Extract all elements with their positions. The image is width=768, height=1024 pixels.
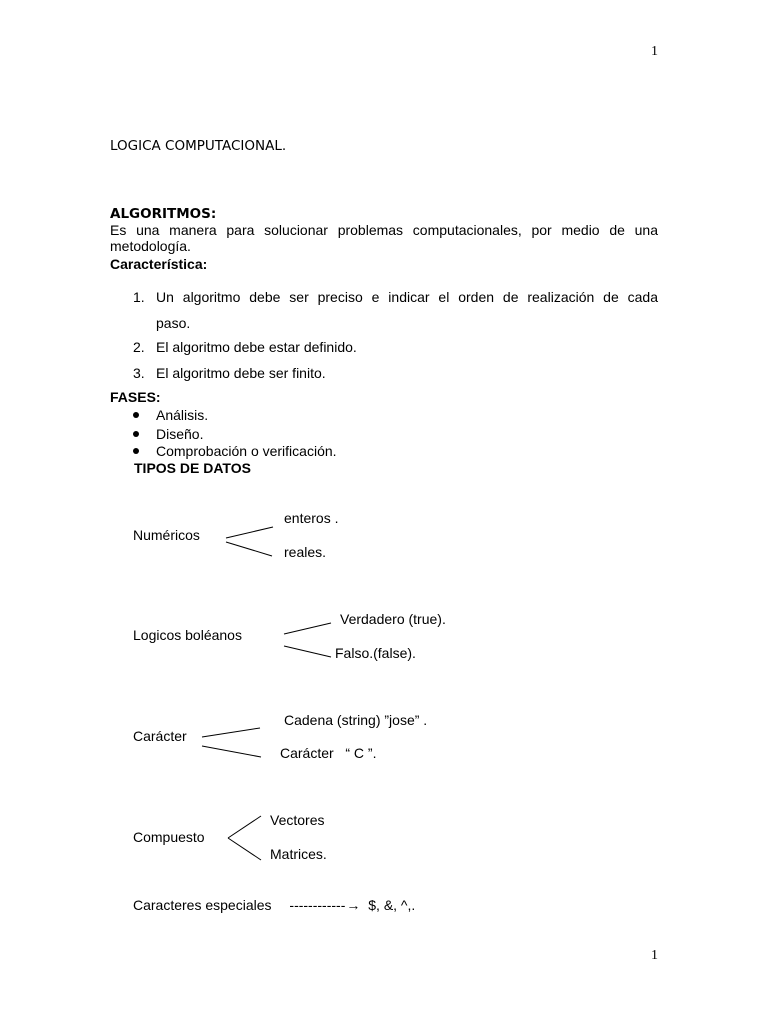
fases-heading: FASES: xyxy=(110,389,161,405)
caracter-branch-up xyxy=(202,728,260,737)
logicos-branch-down xyxy=(284,646,331,657)
logicos-branch-up xyxy=(284,623,331,634)
algoritmos-definition: Es una manera para solucionar problemas computacionales, por medio de una metodología. xyxy=(110,222,658,254)
especiales-dashes: ------------ xyxy=(289,897,346,913)
compuesto-vectores: Vectores xyxy=(270,812,325,828)
bullet-text: Análisis. xyxy=(156,407,209,423)
page-number-top: 1 xyxy=(651,44,658,59)
numericos-label: Numéricos xyxy=(133,527,200,543)
tipos-heading: TIPOS DE DATOS xyxy=(134,460,251,476)
list-item-text: El algoritmo debe estar definido. xyxy=(156,339,357,355)
caracter-cadena: Cadena (string) ”jose” . xyxy=(284,712,428,728)
compuesto-label: Compuesto xyxy=(133,829,205,845)
document-title: LOGICA COMPUTACIONAL. xyxy=(110,138,287,154)
caracter-label: Carácter xyxy=(133,728,187,744)
numericos-reales: reales. xyxy=(284,544,327,560)
bullet-text: Diseño. xyxy=(156,426,204,442)
bullet-text: Comprobación o verificación. xyxy=(156,443,337,459)
caracteristica-heading: Característica: xyxy=(110,256,208,272)
numericos-enteros: enteros . xyxy=(284,510,339,526)
compuesto-matrices: Matrices. xyxy=(270,846,327,862)
especiales-label: Caracteres especiales xyxy=(133,897,272,913)
logicos-falso: Falso.(false). xyxy=(335,645,416,661)
caracter-branch-down xyxy=(202,746,261,757)
list-item-number: 2. xyxy=(133,339,145,355)
algoritmos-heading: ALGORITMOS: xyxy=(110,206,217,222)
list-item-number: 3. xyxy=(133,365,145,381)
list-item-continuation: paso. xyxy=(156,315,191,331)
arrow-right-icon: → xyxy=(346,897,361,913)
numericos-branch-up xyxy=(226,527,273,538)
compuesto-branch-down xyxy=(228,838,261,860)
page-number-bottom: 1 xyxy=(651,948,658,963)
list-item-text: El algoritmo debe ser finito. xyxy=(156,365,326,381)
logicos-label: Logicos boléanos xyxy=(133,627,242,643)
list-item-text: Un algoritmo debe ser preciso e indicar el orden de realización de cada xyxy=(156,289,658,305)
numericos-branch-down xyxy=(226,542,272,556)
compuesto-branch-up xyxy=(228,816,261,838)
logicos-verdadero: Verdadero (true). xyxy=(340,611,446,627)
especiales-values: $, &, ^,. xyxy=(368,897,416,913)
especiales-row xyxy=(133,897,415,913)
caracter-char: Carácter “ C ”. xyxy=(280,745,377,761)
list-item-number: 1. xyxy=(133,289,145,305)
